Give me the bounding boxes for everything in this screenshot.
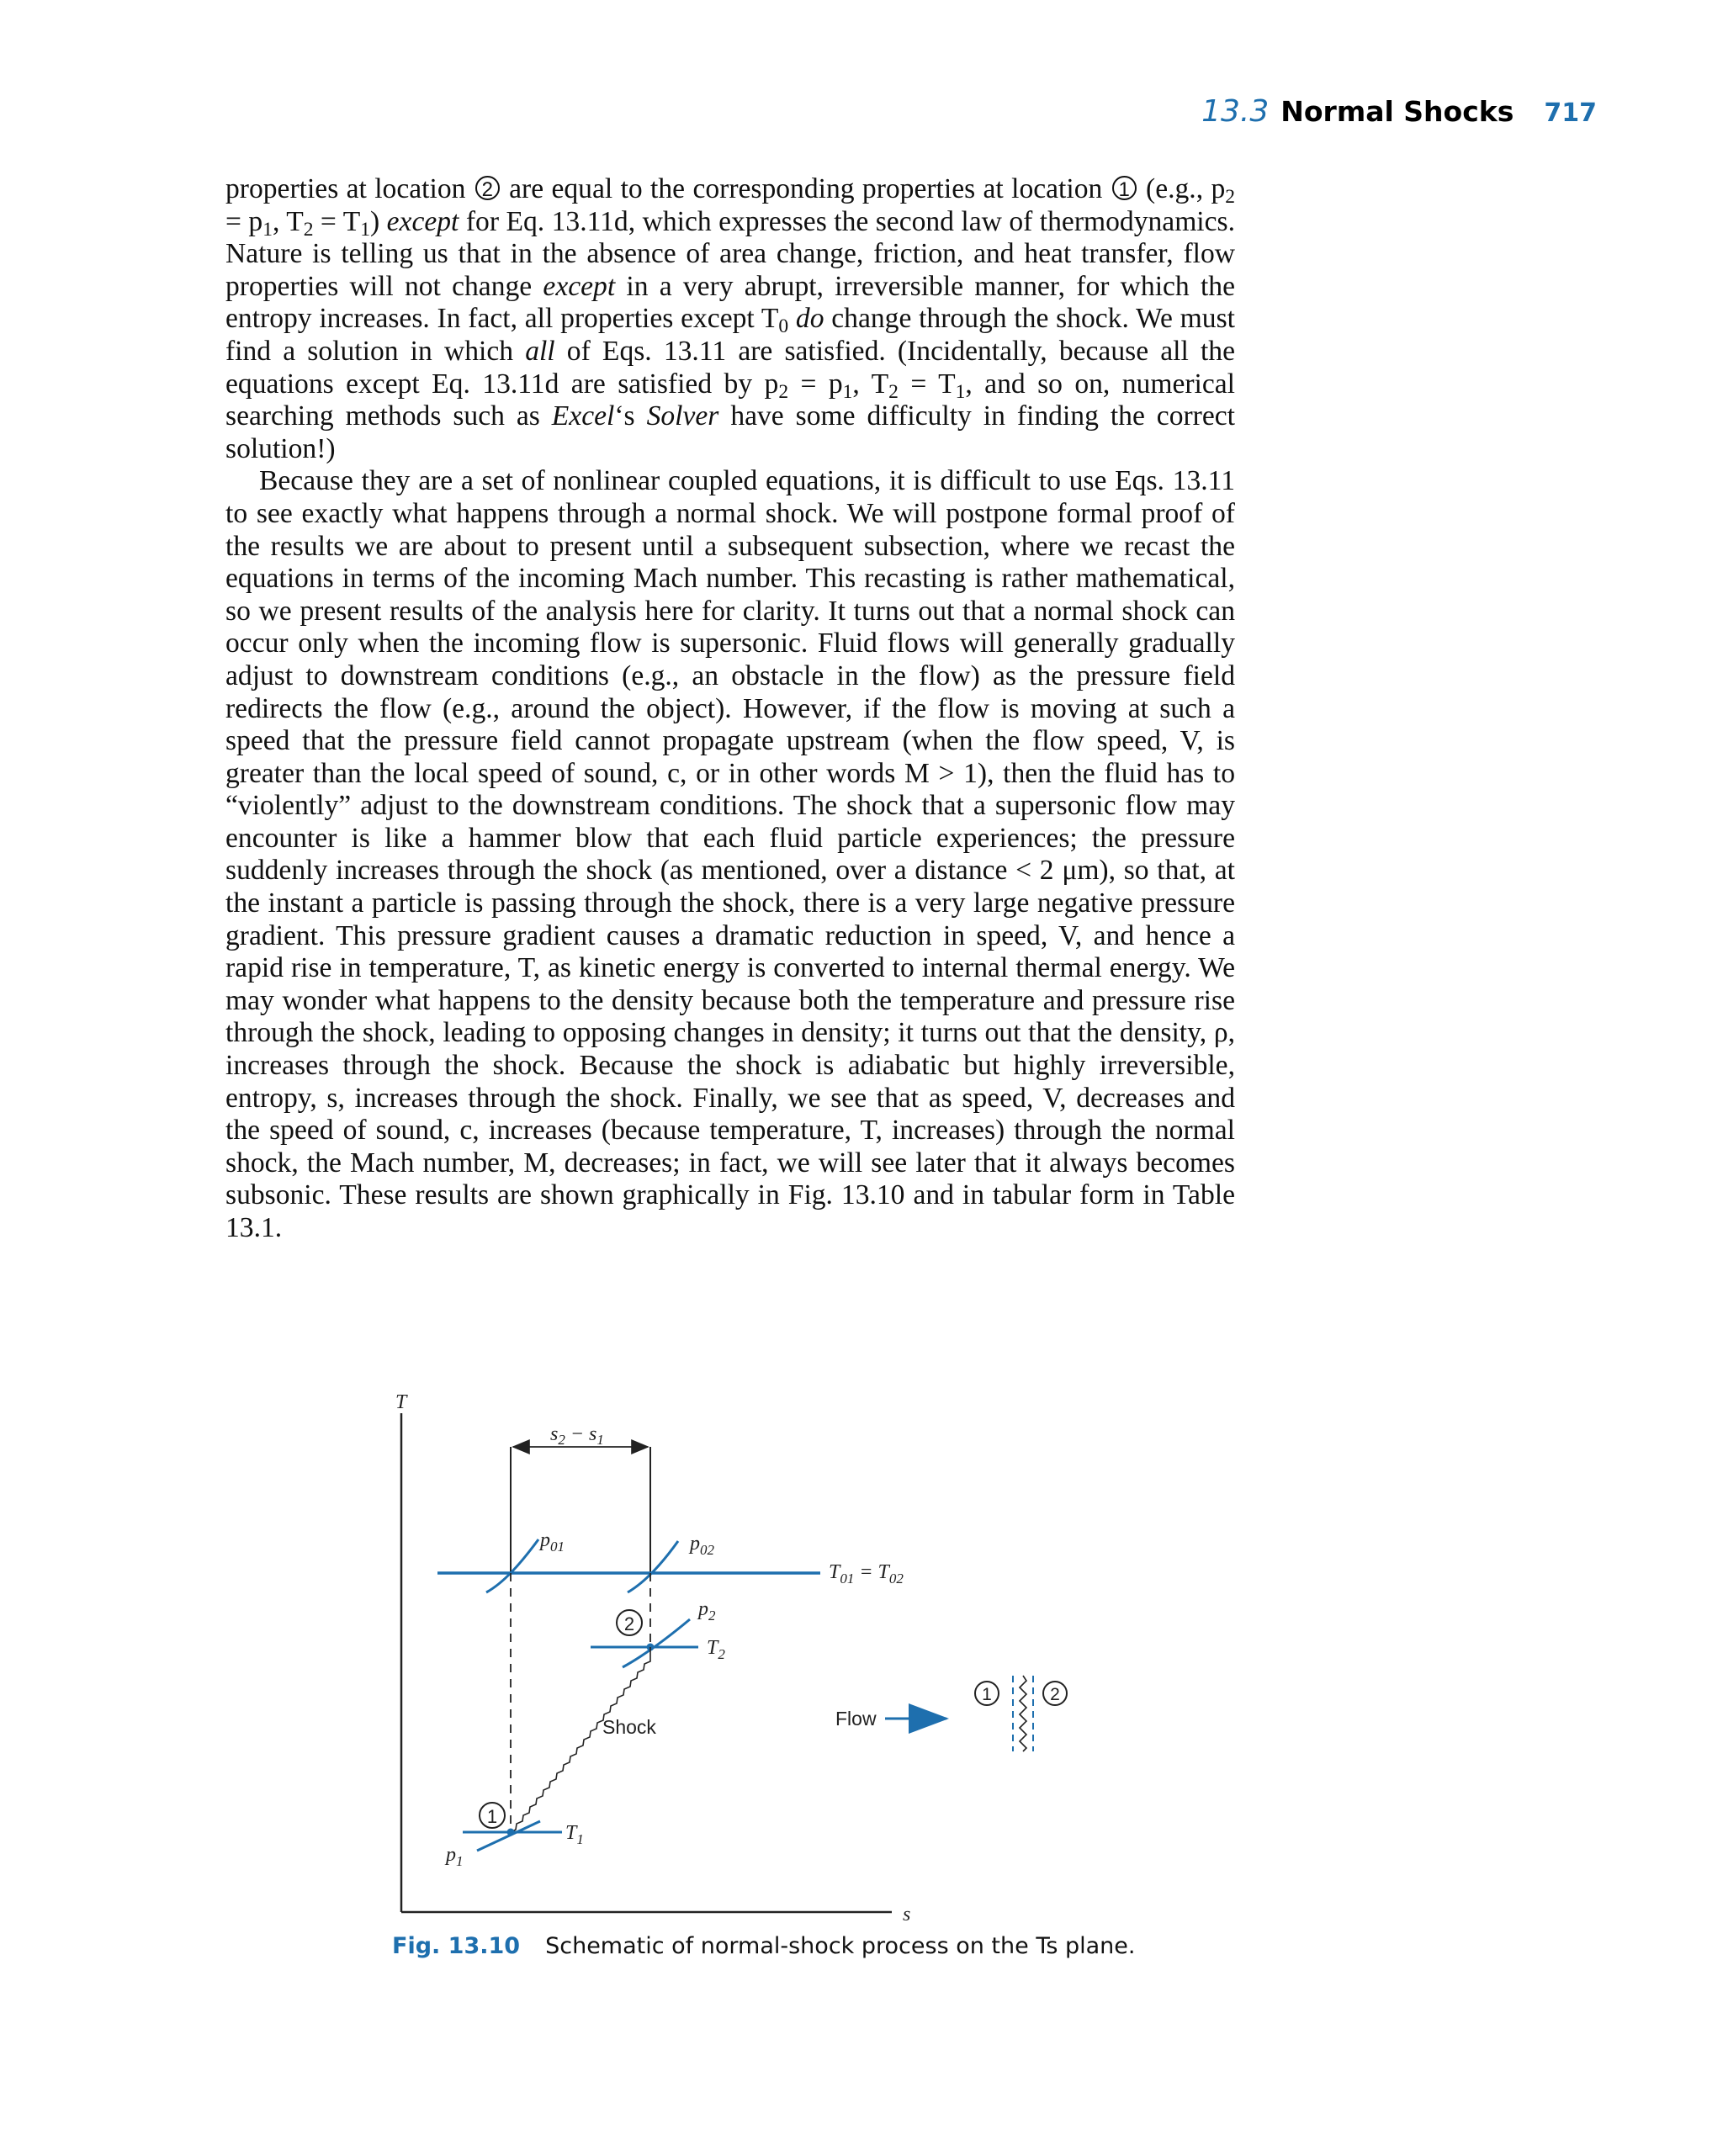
t2-label: $T_2$: [707, 1637, 725, 1662]
body-text: [225, 173, 1235, 1245]
p01-isobar: [486, 1539, 538, 1592]
p02-label: $p_{02}$: [690, 1533, 714, 1558]
state-1-point: [507, 1829, 515, 1836]
state-2-number: 2: [623, 1613, 635, 1634]
inset-shock-wave: [1020, 1676, 1026, 1751]
running-header: [1201, 94, 1597, 129]
figure-caption: [392, 1933, 1136, 1959]
figure-label: Fig. 13.10: [392, 1933, 521, 1959]
shock-label: Shock: [602, 1716, 656, 1738]
p02-isobar: [628, 1541, 678, 1592]
p01-label: $p_{01}$: [540, 1529, 565, 1555]
state-1-marker: 1: [1112, 176, 1137, 200]
stagnation-temperature-label: $T_{01} = T_{02}$: [829, 1561, 904, 1587]
section-title: Normal Shocks: [1280, 95, 1514, 128]
state-2-marker: 2: [475, 176, 500, 200]
flow-label: Flow: [835, 1708, 877, 1730]
p1-label: $p_1$: [446, 1844, 464, 1869]
entropy-change-label: $s_2 - s_1$: [550, 1423, 604, 1448]
figure-caption-text: Schematic of normal-shock process on the Ts plane.: [545, 1933, 1136, 1959]
figure-ts-diagram: [0, 1371, 1723, 1977]
section-number: 13.3: [1201, 94, 1270, 129]
t1-label: $T_1$: [565, 1822, 584, 1847]
t-axis-label: T: [395, 1391, 407, 1413]
ts-diagram-svg: [0, 1371, 1723, 1977]
inset-state-1-number: 1: [982, 1685, 992, 1704]
s-axis-label: s: [903, 1904, 911, 1926]
state-1-number: 1: [486, 1806, 498, 1827]
paragraph-2: Because they are a set of nonlinear coupled equations, it is difficult to use Eqs. 13.11 to see exactly what happens through a normal shock. We will postpone formal proof of the results we are about to present until a subsequent subsection, where we recast the equations in terms of the incoming Mach number. This recasting is rather mathematical, so we present results of the analysis here for clarity. It turns out that a normal shock can occur only when the incoming flow is supersonic. Fluid flows will generally gradually adjust to downstream conditions (e.g., an obstacle in the flow) as the pressure field redirects the flow (e.g., around the object). However, if the flow is moving at such a speed that the pressure field cannot propagate upstream (when the flow speed, V, is greater than the local speed of sound, c, or in other words M > 1), then the fluid has to “violently” adjust to the downstream conditions. The shock that a supersonic flow may encounter is like a hammer blow that each fluid particle experiences; the pressure suddenly increases through the shock (as mentioned, over a distance < 2 μm), so that, at the instant a particle is passing through the shock, there is a very large negative pressure gradient. This pressure gradient causes a dramatic reduction in speed, V, and hence a rapid rise in temperature, T, as kinetic energy is converted to internal thermal energy. We may wonder what happens to the density because both the temperature and pressure rise through the shock, leading to opposing changes in density; it turns out that the density, ρ, increases through the shock. Because the shock is adiabatic but highly irreversible, entropy, s, increases through the shock. Finally, we see that as speed, V, decreases and the speed of sound, c, increases (because temperature, T, increases) through the normal shock, the Mach number, M, decreases; in fact, we will see later that it always becomes subsonic. These results are shown graphically in Fig. 13.10 and in tabular form in Table 13.1.: [225, 465, 1235, 1243]
inset-state-2-number: 2: [1050, 1685, 1060, 1704]
p2-label: $p_2$: [698, 1598, 716, 1624]
shock-process-line: [511, 1647, 650, 1832]
paragraph-1: properties at location 2 are equal to the corresponding properties at location 1 (e.g., $p_2 = p_1$, $T_2 = T_1$) except for Eq. 13.11d, which expresses the second law of thermodynamics. Nature is telling us that in the absence of area change, friction, and heat transfer, flow properties will not change except in a very abrupt, irreversible manner, for which the entropy increases. In fact, all properties except $T_0$ do change through the shock. We must find a solution in which all of Eqs. 13.11 are satisfied. (Incidentally, because all the equations except Eq. 13.11d are satisfied by $p_2 = p_1$, $T_2 = T_1$, and so on, numerical searching methods such as Excel‘s Solver have some difficulty in finding the correct solution!): [225, 173, 1236, 464]
page-number: 717: [1544, 98, 1597, 128]
